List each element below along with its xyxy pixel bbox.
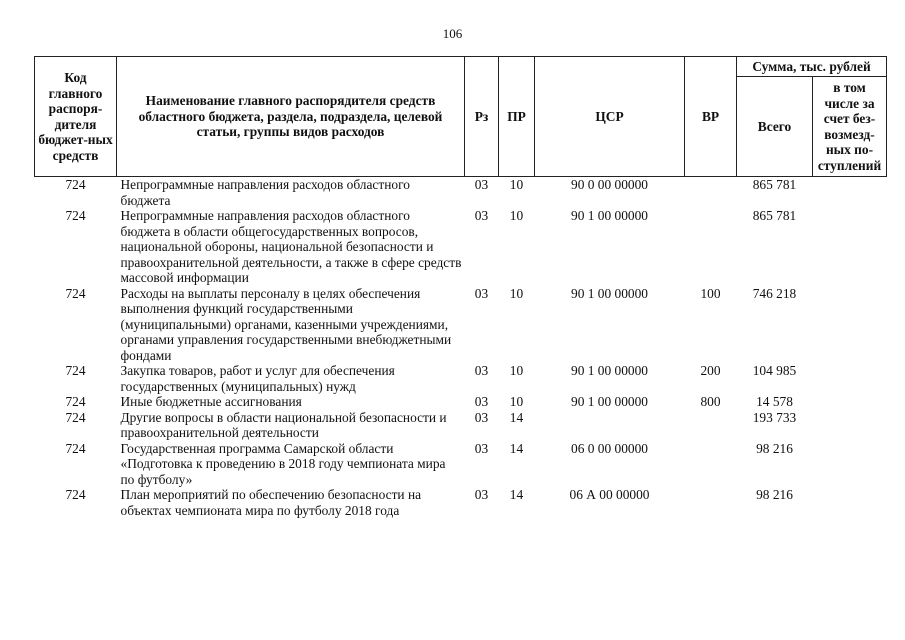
header-sum: Сумма, тыс. рублей xyxy=(737,57,887,77)
table-row xyxy=(35,286,887,364)
header-total: Всего xyxy=(737,77,813,177)
cell-csr: 90 1 00 00000 xyxy=(571,285,648,301)
cell-pr: 10 xyxy=(509,177,524,192)
cell-pr: 10 xyxy=(509,285,524,301)
cell-rz: 03 xyxy=(474,440,489,456)
cell-csr: 06 0 00 00000 xyxy=(571,440,648,456)
header-code: Код главного распоря-дителя бюджет-ных средств xyxy=(35,57,117,177)
cell-grants xyxy=(813,410,887,441)
cell-code: 724 xyxy=(65,363,86,378)
cell-vr: 100 xyxy=(700,285,721,301)
table-row xyxy=(35,208,887,286)
cell-name: Другие вопросы в области национальной безопасности и правоохранительной деятельности xyxy=(120,409,447,440)
cell-total: 746 218 xyxy=(752,285,797,301)
cell-rz: 03 xyxy=(474,208,489,223)
cell-csr: 90 1 00 00000 xyxy=(571,363,648,378)
cell-rz: 03 xyxy=(474,285,489,301)
cell-code: 724 xyxy=(65,409,86,425)
table-row xyxy=(35,487,887,518)
cell-grants xyxy=(813,208,887,286)
cell-code: 724 xyxy=(65,285,86,301)
header-rz: Рз xyxy=(465,57,499,177)
cell-code: 724 xyxy=(65,394,86,409)
cell-grants xyxy=(813,177,887,209)
cell-name: Непрограммные направления расходов областного бюджета в области общегосударственных вопросов, национальной обороны, национальной безопасности и правоохранительной деятельности, а также в сфере средств массовой информации xyxy=(120,208,462,285)
table-row xyxy=(35,441,887,488)
cell-vr: 200 xyxy=(700,363,721,378)
cell-rz: 03 xyxy=(474,409,489,425)
cell-grants xyxy=(813,394,887,410)
table-body xyxy=(35,177,887,519)
cell-csr: 90 1 00 00000 xyxy=(571,394,648,409)
header-csr: ЦСР xyxy=(535,57,685,177)
budget-table xyxy=(34,56,887,518)
cell-csr: 90 0 00 00000 xyxy=(571,177,648,192)
cell-vr xyxy=(685,441,737,488)
table-row xyxy=(35,410,887,441)
cell-pr: 14 xyxy=(509,440,524,456)
cell-code: 724 xyxy=(65,177,86,192)
cell-pr: 10 xyxy=(509,363,524,378)
cell-vr xyxy=(685,410,737,441)
cell-total: 865 781 xyxy=(752,177,797,192)
cell-vr xyxy=(685,487,737,518)
header-name: Наименование главного распорядителя средств областного бюджета, раздела, подраздела, целевой статьи, группы видов расходов xyxy=(117,57,465,177)
cell-grants xyxy=(813,363,887,394)
cell-total: 193 733 xyxy=(752,409,797,425)
cell-code: 724 xyxy=(65,208,86,223)
cell-total: 98 216 xyxy=(756,440,793,456)
cell-csr: 90 1 00 00000 xyxy=(571,208,648,223)
cell-grants xyxy=(813,487,887,518)
cell-vr: 800 xyxy=(700,394,721,409)
cell-grants xyxy=(813,441,887,488)
cell-total: 98 216 xyxy=(756,487,793,502)
cell-vr xyxy=(685,208,737,286)
cell-rz: 03 xyxy=(474,177,489,192)
cell-csr xyxy=(535,410,685,441)
cell-pr: 10 xyxy=(509,394,524,409)
table-header xyxy=(35,57,887,177)
cell-total: 865 781 xyxy=(752,208,797,223)
cell-code: 724 xyxy=(65,487,86,502)
cell-pr: 14 xyxy=(509,487,524,502)
cell-pr: 10 xyxy=(509,208,524,223)
cell-pr: 14 xyxy=(509,409,524,425)
table-row xyxy=(35,363,887,394)
cell-name: Закупка товаров, работ и услуг для обеспечения государственных (муниципальных) нужд xyxy=(120,363,395,394)
table-row xyxy=(35,177,887,209)
table-row xyxy=(35,394,887,410)
header-pr: ПР xyxy=(499,57,535,177)
cell-name: Расходы на выплаты персоналу в целях обеспечения выполнения функций государственными (муниципальными) органами, казенными учреждениями, органами управления государственными внебюджетными фондами xyxy=(120,285,452,363)
cell-name: Иные бюджетные ассигнования xyxy=(120,394,302,409)
cell-name: Государственная программа Самарской области «Подготовка к проведению в 2018 году чемпионата мира по футболу» xyxy=(120,440,446,487)
cell-rz: 03 xyxy=(474,394,489,409)
cell-name: План мероприятий по обеспечению безопасности на объектах чемпионата мира по футболу 2018 года xyxy=(120,487,422,518)
cell-rz: 03 xyxy=(474,487,489,502)
cell-code: 724 xyxy=(65,440,86,456)
cell-total: 14 578 xyxy=(756,394,793,409)
cell-total: 104 985 xyxy=(752,363,797,378)
cell-rz: 03 xyxy=(474,363,489,378)
cell-name: Непрограммные направления расходов областного бюджета xyxy=(120,177,410,208)
cell-grants xyxy=(813,286,887,364)
cell-vr xyxy=(685,177,737,209)
header-grants: в том числе за счет без-возмезд-ных по-ступлений xyxy=(813,77,887,177)
cell-csr: 06 А 00 00000 xyxy=(569,487,650,502)
header-vr: ВР xyxy=(685,57,737,177)
page-number: 106 xyxy=(442,26,463,41)
